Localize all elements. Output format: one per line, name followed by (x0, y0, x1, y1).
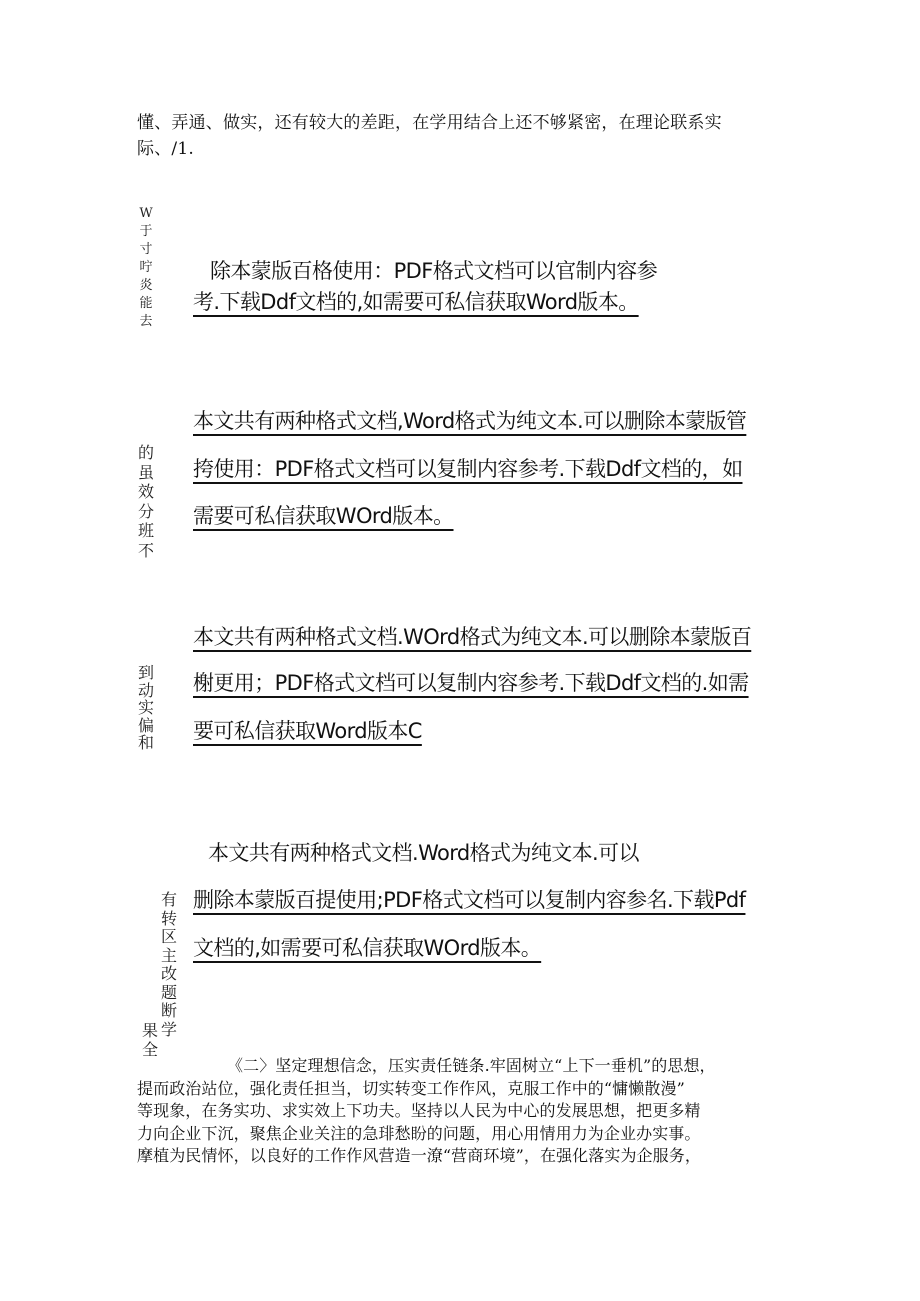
margin-char: 效 (137, 482, 154, 501)
margin-char: 于 (139, 224, 153, 239)
margin-note-2 (136, 443, 156, 560)
watermark-4-line-2: 删除本蒙版百提使用;PDF格式文档可以复制内容参名.下载Pdf (193, 888, 746, 912)
watermark-1-line-2: 考.下载Ddf文档的,如需要可私信获取Word版本。 (193, 290, 639, 314)
margin-char: 实 (137, 698, 154, 717)
margin-char: 寸 (139, 242, 153, 257)
margin-char: 区 (160, 927, 177, 946)
margin-char: 班 (137, 521, 154, 540)
margin-char: 能 (139, 296, 153, 311)
margin-char: W (139, 206, 153, 221)
watermark-4-line-1: 本文共有两种格式文档.Word格式为纯文本.可以 (208, 841, 639, 865)
margin-char: 不 (137, 540, 154, 560)
watermark-3-line-2: 榭更用；PDF格式文档可以复制内容参考.下载Ddf文档的.如需 (193, 671, 749, 695)
margin-char: 到 (137, 663, 154, 682)
paragraph-line-2: 提而政治站位，强化责任担当，切实转变工作作风，克服工作中的“慵懒散漫” (137, 1078, 685, 1098)
margin-char: 的 (137, 443, 154, 462)
margin-char: 断 (160, 1001, 177, 1020)
margin-char: 学 (160, 1019, 177, 1039)
margin-note-4a (159, 891, 179, 1039)
watermark-2-line-3: 需要可私信获取WOrd版本。 (193, 504, 454, 528)
margin-note-1 (136, 205, 156, 331)
margin-char: 有 (160, 890, 177, 909)
paragraph-line-1: 《二〉坚定理想信念，压实责任链条.牢固树立“上下一垂机”的思想， (227, 1056, 716, 1075)
top-text-line-1: 懂、弄通、做实，还有较大的差距，在学用结合上还不够紧密，在理论联系实 (137, 113, 722, 133)
margin-char: 和 (137, 733, 154, 752)
margin-char: 炎 (139, 278, 153, 293)
margin-char: 全 (141, 1040, 158, 1059)
watermark-2-line-1: 本文共有两种格式文档,Word格式为纯文本.可以删除本蒙版管 (193, 409, 747, 433)
watermark-3-line-1: 本文共有两种格式文档.WOrd格式为纯文本.可以删除本蒙版百 (193, 625, 752, 649)
margin-char: 咛 (139, 260, 153, 275)
margin-note-3 (136, 664, 156, 752)
margin-note-4b (140, 1021, 160, 1059)
paragraph-line-3: 等现象，在务实功、求实效上下功夫。坚持以人民为中心的发展思想，把更多精 (137, 1101, 701, 1120)
body-paragraph (137, 1055, 782, 1168)
paragraph-line-5: 摩植为民情怀，以良好的工作作风营造一潦“营商环境”，在强化落实为企服务， (137, 1146, 701, 1165)
watermark-3-line-3: 要可私信获取Word版本C (193, 719, 422, 743)
margin-char: 去 (139, 314, 153, 329)
watermark-2-line-2: 挎使用：PDF格式文档可以复制内容参考.下载Ddf文档的，如 (193, 457, 743, 481)
top-text-line-2: 际、/1. (137, 139, 194, 159)
paragraph-line-4: 力向企业下沉，聚焦企业关注的急琲愁盼的问题，用心用情用力为企业办实事。 (137, 1123, 701, 1143)
margin-char: 动 (137, 680, 154, 700)
margin-char: 题 (160, 982, 177, 1002)
margin-char: 果 (141, 1021, 158, 1040)
margin-char: 转 (160, 908, 177, 928)
margin-char: 分 (137, 501, 154, 521)
margin-char: 改 (160, 964, 177, 983)
watermark-1-line-1: 除本蒙版百格使用：PDF格式文档可以官制内容参 (210, 259, 658, 283)
margin-char: 虽 (137, 462, 154, 482)
margin-char: 主 (160, 945, 177, 965)
watermark-4-line-3: 文档的,如需要可私信获取WOrd版本。 (193, 936, 542, 960)
margin-char: 偏 (137, 715, 154, 735)
